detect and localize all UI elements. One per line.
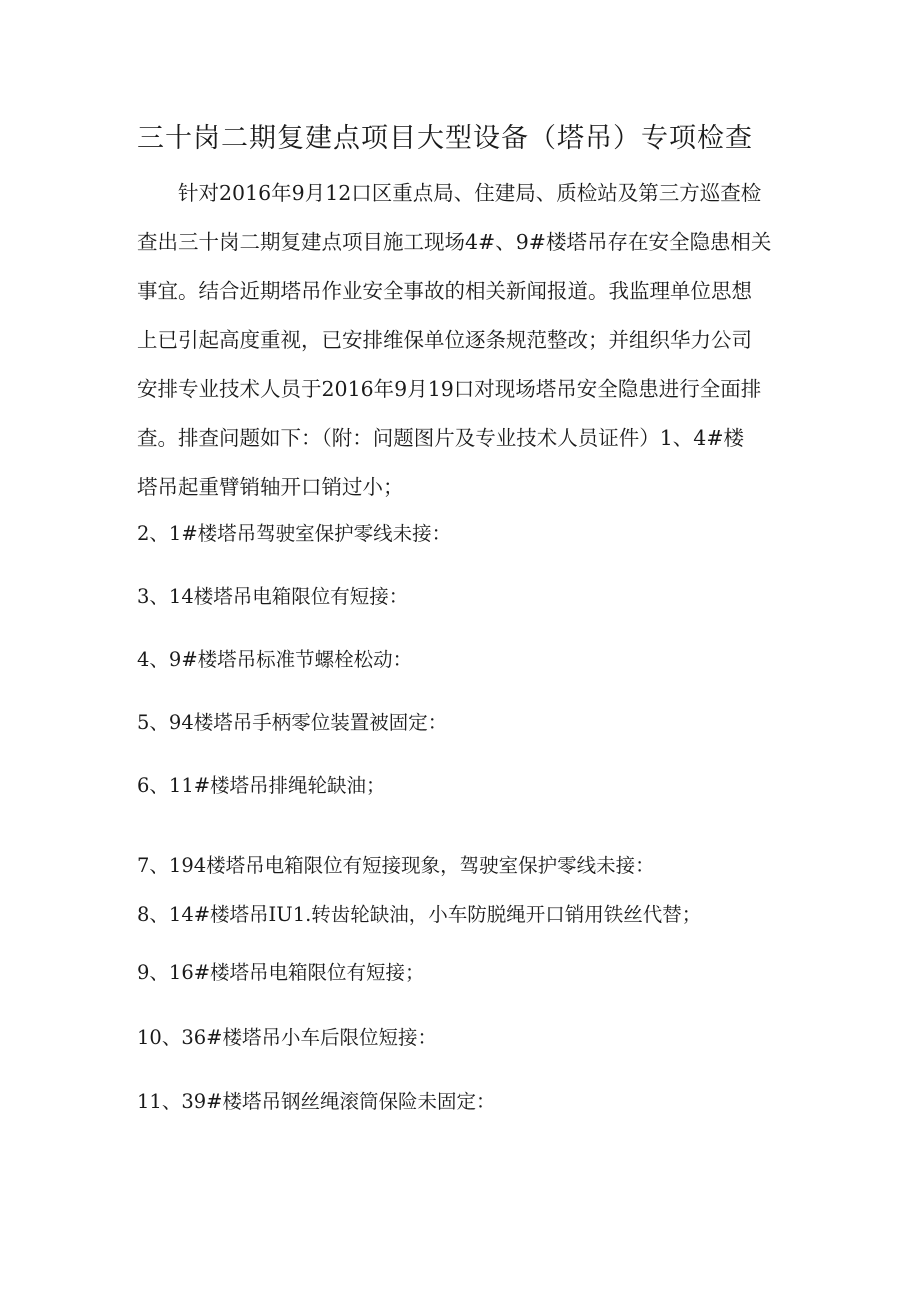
list-item: 7、194楼塔吊电箱限位有短接现象，驾驶室保护零线未接： xyxy=(137,854,655,877)
list-item: 11、39#楼塔吊钢丝绳滚筒保险未固定： xyxy=(137,1090,496,1113)
intro-line: 上已引起高度重视，已安排维保单位逐条规范整改；并组织华力公司 xyxy=(137,328,752,352)
list-item: 5、94楼塔吊手柄零位装置被固定： xyxy=(137,711,448,734)
intro-paragraph xyxy=(137,169,797,512)
list-item: 9、16#楼塔吊电箱限位有短接； xyxy=(137,961,425,984)
list-item: 2、1#楼塔吊驾驶室保护零线未接： xyxy=(137,522,452,545)
intro-line: 针对2016年9月12口区重点局、住建局、质检站及第三方巡查检 xyxy=(178,181,762,205)
list-item: 6、11#楼塔吊排绳轮缺油； xyxy=(137,774,386,797)
list-item: 3、14楼塔吊电箱限位有短接： xyxy=(137,585,409,608)
intro-line: 塔吊起重臂销轴开口销过小； xyxy=(137,475,404,499)
list-item: 4、9#楼塔吊标准节螺栓松动： xyxy=(137,648,413,671)
intro-line: 查。排查问题如下：（附：问题图片及专业技术人员证件）1、4#楼 xyxy=(137,426,745,450)
list-item: 10、36#楼塔吊小车后限位短接： xyxy=(137,1026,437,1049)
intro-line: 安排专业技术人员于2016年9月19口对现场塔吊安全隐患进行全面排 xyxy=(137,377,762,401)
intro-line: 查出三十岗二期复建点项目施工现场4#、9#楼塔吊存在安全隐患相关 xyxy=(137,230,772,254)
list-item: 8、14#楼塔吊IU1.转齿轮缺油，小车防脱绳开口销用铁丝代替； xyxy=(137,903,702,926)
intro-line: 事宜。结合近期塔吊作业安全事故的相关新闻报道。我监理单位思想 xyxy=(137,279,752,303)
document-title: 三十岗二期复建点项目大型设备（塔吊）专项检查 xyxy=(137,123,753,154)
